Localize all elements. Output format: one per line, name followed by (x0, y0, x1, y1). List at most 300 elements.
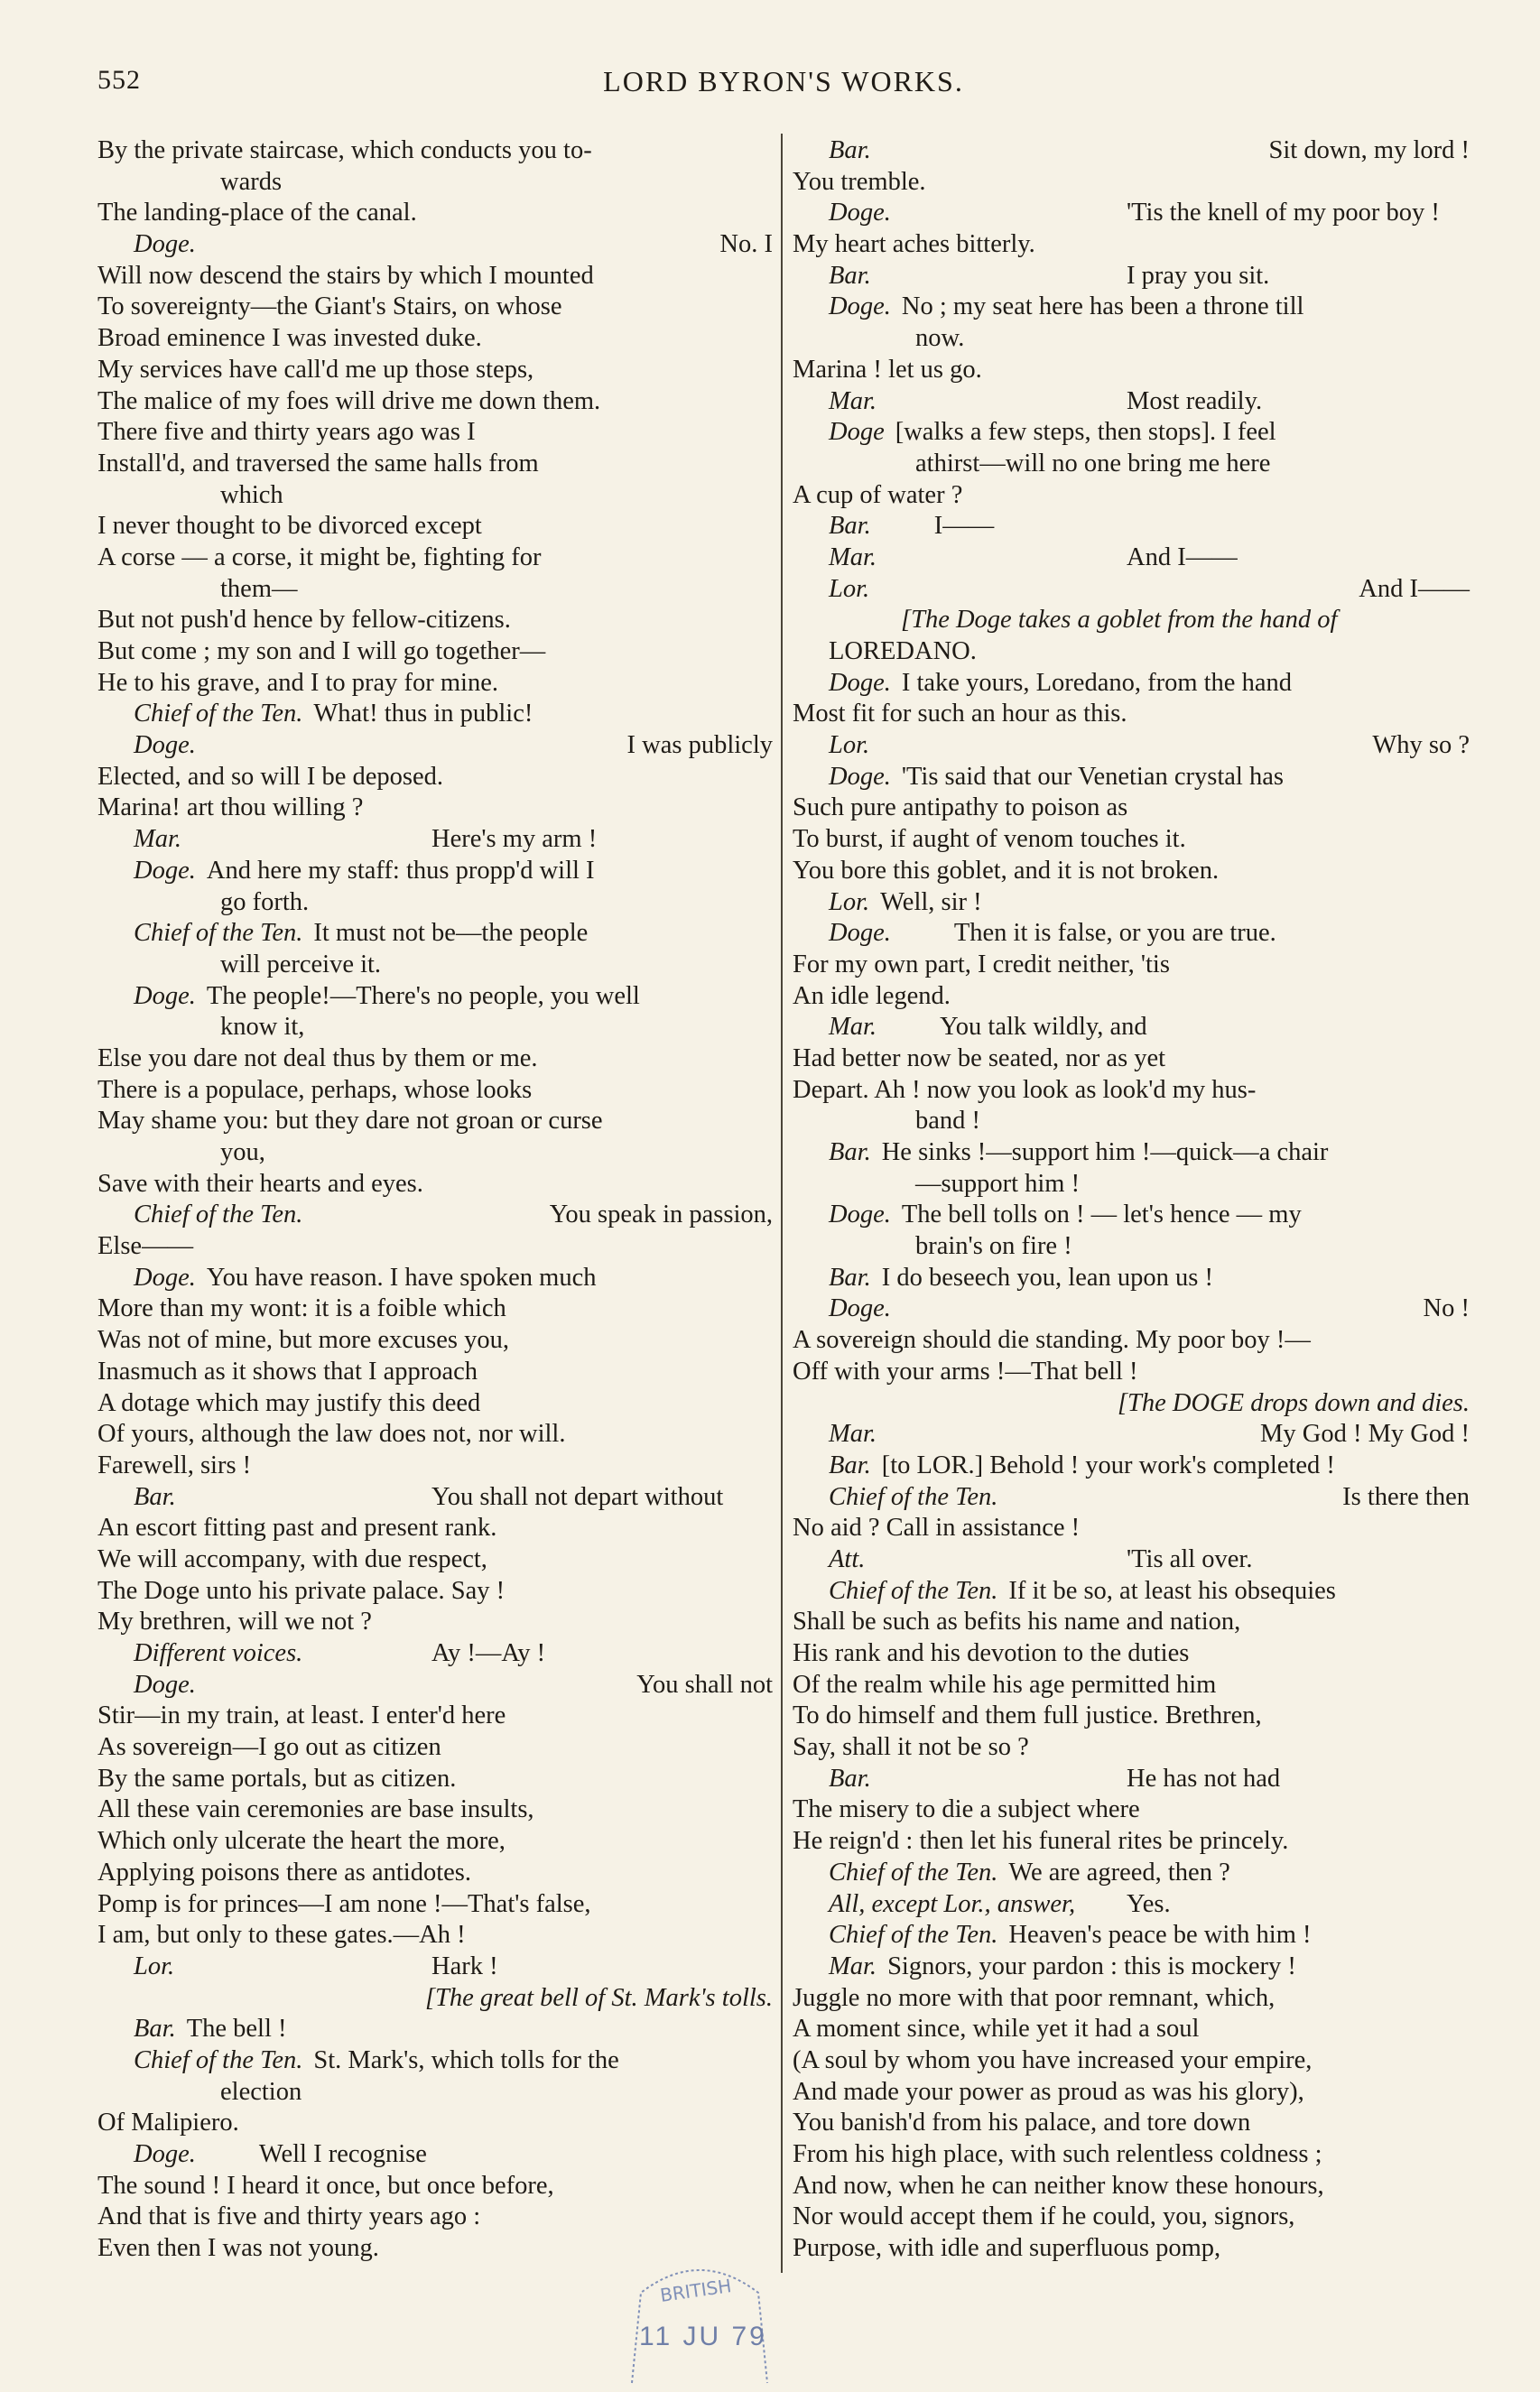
speech-text: The people!—There's no people, you well (206, 981, 640, 1010)
verse-text: A corse — a corse, it might be, fighting for (97, 542, 542, 571)
verse-text: Will now descend the stairs by which I mounted (97, 261, 594, 290)
text-line (97, 2171, 773, 2202)
verse-text: Elected, and so will I be deposed. (97, 762, 444, 791)
verse-text: And that is five and thirty years ago : (97, 2202, 481, 2231)
speaker-name: Chief of the Ten. (134, 1201, 303, 1229)
verse-text: Else—— (97, 1232, 194, 1261)
speech-text: You talk wildly, and (940, 1013, 1147, 1042)
text-line (97, 1293, 773, 1325)
verse-text: Of Malipiero. (97, 2109, 239, 2137)
text-line (97, 542, 773, 574)
speaker-name: Bar. (134, 1482, 176, 1511)
verse-text: Save with their hearts and eyes. (97, 1169, 423, 1198)
verse-text: you, (220, 1138, 265, 1166)
text-line (793, 355, 1470, 386)
verse-text: The landing-place of the canal. (97, 199, 417, 227)
text-line (97, 1231, 773, 1263)
verse-text: For my own part, I credit neither, 'tis (793, 950, 1170, 978)
verse-text: Say, shall it not be so ? (793, 1733, 1029, 1762)
speech-text: [walks a few steps, then stops]. I feel (895, 418, 1276, 447)
text-line (793, 449, 1470, 480)
verse-text: More than my wont: it is a foible which (97, 1294, 506, 1323)
speaker-name: Chief of the Ten. (829, 1921, 998, 1950)
page-number: 552 (97, 65, 141, 95)
verse-text: To sovereignty—the Giant's Stairs, on whose (97, 292, 562, 321)
column-divider (781, 134, 783, 2273)
verse-text: And made your power as proud as was his glory), (793, 2077, 1304, 2106)
speech-text: Why so ? (1372, 731, 1470, 760)
text-line (793, 417, 1470, 449)
text-line (793, 1983, 1470, 2015)
speech-text: [to LOR.] Behold ! your work's completed ! (881, 1451, 1335, 1479)
verse-text: A sovereign should die standing. My poor boy !— (793, 1326, 1311, 1355)
speaker-name: All, except Lor., answer, (829, 1889, 1076, 1918)
text-line (793, 1231, 1470, 1263)
speech-text: You have reason. I have spoken much (206, 1263, 597, 1292)
speech-text: I do beseech you, lean upon us ! (881, 1263, 1213, 1292)
text-line (97, 1043, 773, 1075)
speaker-name: Doge. (134, 2140, 196, 2168)
text-line (793, 229, 1470, 261)
verse-text: He reign'd : then let his funeral rites be princely. (793, 1827, 1289, 1856)
text-line (793, 1858, 1470, 1889)
speaker-name: Doge. (829, 199, 891, 227)
text-line (97, 574, 773, 606)
text-line (97, 730, 773, 762)
text-line (97, 856, 773, 887)
text-line (97, 1357, 773, 1388)
text-line (97, 887, 773, 919)
speech-text: Sit down, my lord ! (1268, 136, 1470, 164)
text-line (793, 981, 1470, 1013)
page-header (97, 65, 1470, 110)
speaker-name: Mar. (829, 1013, 877, 1042)
verse-text: Farewell, sirs ! (97, 1451, 252, 1479)
text-line (793, 636, 1470, 668)
text-line (793, 1482, 1470, 1514)
speaker-name: Bar. (829, 261, 871, 290)
speaker-name: Chief of the Ten. (134, 919, 303, 948)
text-line (793, 1012, 1470, 1043)
text-line (793, 292, 1470, 323)
speech-text: St. Mark's, which tolls for the (313, 2045, 619, 2074)
verse-text: Was not of mine, but more excuses you, (97, 1326, 509, 1355)
verse-text: Install'd, and traversed the same halls from (97, 449, 539, 477)
speaker-name: Chief of the Ten. (829, 1858, 998, 1887)
speaker-name: Bar. (829, 136, 871, 164)
text-line (793, 793, 1470, 824)
verse-text: which (220, 480, 283, 509)
verse-text: He to his grave, and I to pray for mine. (97, 668, 498, 697)
text-line (793, 1576, 1470, 1608)
speech-text: Most readily. (1127, 386, 1263, 415)
speaker-name: Doge. (829, 1201, 891, 1229)
speech-text: 'Tis all over. (1127, 1544, 1253, 1573)
text-line (97, 1952, 773, 1983)
verse-text: And now, when he can neither know these honours, (793, 2171, 1324, 2200)
speech-text: 'Tis said that our Venetian crystal has (901, 762, 1284, 791)
verse-text: Juggle no more with that poor remnant, which, (793, 1983, 1276, 2012)
verse-text: Nor would accept them if he could, you, signors, (793, 2202, 1295, 2231)
speech-text: No ! (1423, 1294, 1470, 1323)
speech-text: You shall not depart without (431, 1482, 724, 1511)
speaker-name: Doge. (134, 856, 196, 885)
verse-text: But not push'd hence by fellow-citizens. (97, 606, 511, 635)
speaker-name: Doge. (134, 1670, 196, 1699)
speech-text: I pray you sit. (1127, 261, 1270, 290)
verse-text: All these vain ceremonies are base insults, (97, 1795, 534, 1824)
verse-text: Purpose, with idle and superfluous pomp, (793, 2234, 1221, 2263)
text-line (97, 2045, 773, 2077)
text-line (793, 2202, 1470, 2233)
speech-text: Yes. (1127, 1889, 1171, 1918)
speech-text: The bell tolls on ! — let's hence — my (901, 1201, 1302, 1229)
verse-text: A dotage which may justify this deed (97, 1388, 481, 1417)
verse-text: Even then I was not young. (97, 2234, 379, 2263)
library-stamp (605, 2257, 794, 2387)
text-line (97, 198, 773, 229)
verse-text: them— (220, 574, 298, 603)
verse-text: —support him ! (915, 1169, 1081, 1198)
text-line (793, 542, 1470, 574)
text-line (793, 1764, 1470, 1795)
text-line (793, 1920, 1470, 1952)
text-line (97, 1388, 773, 1420)
text-line (793, 1701, 1470, 1732)
text-line (793, 386, 1470, 418)
text-line (97, 699, 773, 730)
speaker-name: Bar. (829, 1263, 871, 1292)
text-line (97, 261, 773, 292)
text-line (97, 1983, 773, 2015)
speaker-name: Mar. (829, 542, 877, 571)
verse-text: Shall be such as befits his name and nation, (793, 1608, 1241, 1636)
speech-text: Well I recognise (258, 2140, 427, 2168)
verse-text: Marina! art thou willing ? (97, 793, 364, 822)
text-line (97, 1544, 773, 1576)
verse-text: A moment since, while yet it had a soul (793, 2015, 1200, 2044)
verse-text: know it, (220, 1013, 305, 1042)
text-line (97, 1513, 773, 1544)
text-line (97, 511, 773, 542)
text-line (793, 323, 1470, 355)
text-line (793, 1607, 1470, 1638)
verse-text: You bore this goblet, and it is not broken. (793, 856, 1220, 885)
speaker-name: Mar. (829, 1420, 877, 1449)
verse-text: You tremble. (793, 167, 926, 196)
verse-text: Broad eminence I was invested duke. (97, 324, 482, 353)
text-line (97, 824, 773, 856)
text-line (793, 1106, 1470, 1137)
text-line (97, 2202, 773, 2233)
text-line (793, 1952, 1470, 1983)
verse-text: brain's on fire ! (915, 1232, 1072, 1261)
verse-text: There is a populace, perhaps, whose looks (97, 1075, 533, 1104)
speaker-name: Different voices. (134, 1639, 303, 1667)
speaker-name: Doge. (829, 919, 891, 948)
text-line (97, 981, 773, 1013)
speech-text: You shall not (636, 1670, 773, 1699)
speech-text: You speak in passion, (549, 1201, 773, 1229)
text-line (793, 1043, 1470, 1075)
text-line (793, 1826, 1470, 1858)
speech-text: If it be so, at least his obsequies (1008, 1576, 1336, 1605)
verse-text: Marina ! let us go. (793, 355, 982, 384)
text-line (97, 1169, 773, 1201)
verse-text: Applying poisons there as antidotes. (97, 1858, 471, 1887)
speech-text: Heaven's peace be with him ! (1008, 1921, 1312, 1950)
text-line (793, 261, 1470, 292)
speech-text: It must not be—the people (313, 919, 589, 948)
text-line (793, 2171, 1470, 2202)
speaker-name: Doge. (829, 1294, 891, 1323)
text-line (793, 1075, 1470, 1107)
text-line (793, 2077, 1470, 2109)
speech-text: What! thus in public! (313, 700, 533, 728)
text-line (97, 229, 773, 261)
verse-text: His rank and his devotion to the duties (793, 1639, 1190, 1667)
verse-text: LOREDANO. (829, 637, 977, 665)
text-line (97, 1794, 773, 1826)
verse-text: My brethren, will we not ? (97, 1608, 372, 1636)
text-line (97, 950, 773, 981)
speaker-name: Doge. (829, 668, 891, 697)
speaker-name: Lor. (829, 574, 870, 603)
verse-text: Off with your arms !—That bell ! (793, 1357, 1138, 1386)
text-line (793, 2045, 1470, 2077)
verse-text: Most fit for such an hour as this. (793, 700, 1127, 728)
text-line (793, 511, 1470, 542)
verse-text: May shame you: but they dare not groan or curse (97, 1107, 603, 1136)
text-line (793, 605, 1470, 636)
verse-text: Depart. Ah ! now you look as look'd my hus- (793, 1075, 1257, 1104)
speaker-name: Chief of the Ten. (829, 1576, 998, 1605)
text-line (97, 1701, 773, 1732)
verse-text: By the private staircase, which conducts you to- (97, 136, 592, 164)
speech-text: I take yours, Loredano, from the hand (901, 668, 1292, 697)
text-line (97, 1012, 773, 1043)
verse-text: The malice of my foes will drive me down them. (97, 386, 601, 415)
stamp-top-text: BRITISH (658, 2275, 733, 2306)
text-line (97, 2077, 773, 2109)
text-line (793, 2108, 1470, 2139)
running-title: LORD BYRON'S WORKS. (603, 65, 964, 97)
speaker-name: Chief of the Ten. (829, 1482, 998, 1511)
speech-text: No ; my seat here has been a throne till (901, 292, 1304, 321)
text-line (97, 480, 773, 512)
verse-text: athirst—will no one bring me here (915, 449, 1271, 477)
left-column (97, 135, 773, 2265)
verse-text: We will accompany, with due respect, (97, 1544, 487, 1573)
verse-text: Which only ulcerate the heart the more, (97, 1827, 506, 1856)
text-line (793, 762, 1470, 793)
verse-text: To do himself and them full justice. Brethren, (793, 1701, 1262, 1730)
speech-text: He has not had (1127, 1764, 1281, 1793)
text-line (97, 355, 773, 386)
speech-text: I—— (933, 512, 995, 541)
text-line (793, 198, 1470, 229)
text-line (97, 1482, 773, 1514)
speaker-name: Bar. (829, 1451, 871, 1479)
text-line (793, 1388, 1470, 1420)
stage-direction: [The DOGE drops down and dies. (1117, 1388, 1470, 1417)
speaker-name: Bar. (829, 512, 871, 541)
text-line (793, 730, 1470, 762)
speech-text: And I—— (1359, 574, 1470, 603)
text-line (97, 1732, 773, 1764)
speaker-name: Att. (829, 1544, 866, 1573)
verse-text: My services have call'd me up those steps, (97, 355, 534, 384)
speech-text: My God ! My God ! (1260, 1420, 1470, 1449)
text-line (97, 605, 773, 636)
stage-direction: [The great bell of St. Mark's tolls. (424, 1983, 773, 2012)
text-line (97, 1607, 773, 1638)
speaker-name: Doge. (134, 981, 196, 1010)
text-line (97, 1764, 773, 1795)
speech-text: The bell ! (186, 2015, 287, 2044)
text-line (793, 1638, 1470, 1670)
text-line (793, 1169, 1470, 1201)
verse-text: Inasmuch as it shows that I approach (97, 1357, 478, 1386)
verse-text: But come ; my son and I will go together— (97, 637, 546, 665)
speaker-name: Mar. (829, 386, 877, 415)
text-line (793, 1325, 1470, 1357)
verse-text: will perceive it. (220, 950, 382, 978)
speaker-name: Doge. (134, 1263, 196, 1292)
speaker-name: Doge. (829, 292, 891, 321)
text-line (97, 1075, 773, 1107)
text-line (97, 1576, 773, 1608)
verse-text: Such pure antipathy to poison as (793, 793, 1128, 822)
text-line (793, 1670, 1470, 1701)
text-line (793, 668, 1470, 700)
text-line (793, 2139, 1470, 2171)
speech-text: I was publicly (626, 731, 773, 760)
text-line (793, 480, 1470, 512)
speaker-name: Lor. (134, 1952, 175, 1980)
verse-text: You banish'd from his palace, and tore down (793, 2109, 1251, 2137)
text-line (793, 918, 1470, 950)
text-line (793, 699, 1470, 730)
text-line (793, 856, 1470, 887)
speech-text: We are agreed, then ? (1008, 1858, 1230, 1887)
text-line (97, 386, 773, 418)
text-line (793, 1794, 1470, 1826)
text-line (97, 167, 773, 199)
verse-text: I never thought to be divorced except (97, 512, 482, 541)
speech-text: And here my staff: thus propp'd will I (206, 856, 595, 885)
verse-text: band ! (915, 1107, 981, 1136)
text-line (97, 1920, 773, 1952)
speech-text: Is there then (1342, 1482, 1470, 1511)
text-line (793, 1544, 1470, 1576)
verse-text: A cup of water ? (793, 480, 963, 509)
speech-text: Well, sir ! (880, 887, 982, 916)
speaker-name: Doge. (134, 731, 196, 760)
text-line (793, 1293, 1470, 1325)
verse-text: I am, but only to these gates.—Ah ! (97, 1921, 466, 1950)
text-line (97, 762, 773, 793)
verse-text: The misery to die a subject where (793, 1795, 1140, 1824)
verse-text: go forth. (220, 887, 310, 916)
text-line (793, 1137, 1470, 1169)
text-line (97, 2139, 773, 2171)
text-line (97, 793, 773, 824)
speech-text: Hark ! (431, 1952, 498, 1980)
text-line (97, 1263, 773, 1294)
text-line (793, 1357, 1470, 1388)
speech-text: Then it is false, or you are true. (953, 919, 1276, 948)
speech-text: 'Tis the knell of my poor boy ! (1127, 199, 1440, 227)
verse-text: The Doge unto his private palace. Say ! (97, 1576, 506, 1605)
verse-text: election (220, 2077, 302, 2106)
speech-text: Here's my arm ! (431, 825, 598, 854)
verse-text: As sovereign—I go out as citizen (97, 1733, 441, 1762)
verse-text: Else you dare not deal thus by them or me. (97, 1043, 538, 1072)
verse-text: My heart aches bitterly. (793, 230, 1035, 259)
text-line (97, 1325, 773, 1357)
verse-text: Of yours, although the law does not, nor will. (97, 1420, 566, 1449)
text-line (793, 1263, 1470, 1294)
speaker-name: Bar. (134, 2015, 176, 2044)
text-line (97, 1451, 773, 1482)
speaker-name: Mar. (134, 825, 182, 854)
text-line (97, 1419, 773, 1451)
text-line (793, 887, 1470, 919)
verse-text: Of the realm while his age permitted him (793, 1670, 1217, 1699)
text-line (97, 2014, 773, 2045)
text-line (793, 824, 1470, 856)
speech-text: Ay !—Ay ! (431, 1639, 546, 1667)
text-line (97, 668, 773, 700)
verse-text: No aid ? Call in assistance ! (793, 1514, 1081, 1543)
text-line (793, 1513, 1470, 1544)
text-line (793, 1419, 1470, 1451)
verse-text: wards (220, 167, 283, 196)
speaker-name: Doge. (134, 230, 196, 259)
text-line (793, 950, 1470, 981)
verse-text: From his high place, with such relentless coldness ; (793, 2140, 1322, 2168)
text-line (97, 918, 773, 950)
speaker-name: Chief of the Ten. (134, 700, 303, 728)
verse-text: Had better now be seated, nor as yet (793, 1043, 1166, 1072)
text-line (97, 636, 773, 668)
text-line (793, 135, 1470, 167)
text-line (97, 1638, 773, 1670)
verse-text: An escort fitting past and present rank. (97, 1514, 497, 1543)
text-line (97, 1670, 773, 1701)
speaker-name: Doge. (829, 762, 891, 791)
right-column (793, 135, 1470, 2265)
verse-text: Stir—in my train, at least. I enter'd here (97, 1701, 506, 1730)
text-line (97, 449, 773, 480)
speaker-name: Lor. (829, 887, 870, 916)
verse-text: An idle legend. (793, 981, 951, 1010)
speaker-name: Bar. (829, 1138, 871, 1166)
verse-text: (A soul by whom you have increased your empire, (793, 2045, 1313, 2074)
text-line (97, 1858, 773, 1889)
speech-text: No. I (719, 230, 773, 259)
speech-text: And I—— (1127, 542, 1238, 571)
verse-text: The sound ! I heard it once, but once before, (97, 2171, 554, 2200)
text-line (793, 1889, 1470, 1921)
speech-text: He sinks !—support him !—quick—a chair (881, 1138, 1329, 1166)
text-line (793, 1200, 1470, 1231)
text-line (97, 1137, 773, 1169)
text-line (793, 1732, 1470, 1764)
speaker-name: Doge (829, 418, 885, 447)
text-line (97, 1826, 773, 1858)
